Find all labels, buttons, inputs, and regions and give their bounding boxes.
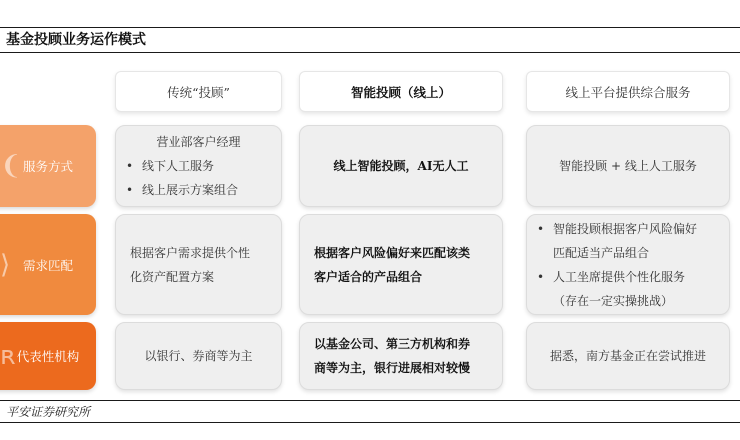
cell-robo-service [299, 125, 503, 207]
column-header-traditional: 传统“投顾” [115, 71, 282, 112]
cell-robo-matching [299, 214, 503, 315]
column-header-online-platform: 线上平台提供综合服务 [526, 71, 730, 112]
row-label-service-mode [0, 125, 96, 207]
list-item: • 线上展示方案组合 [126, 178, 271, 202]
bullet-list [537, 217, 719, 313]
hand-icon: ❨ [0, 151, 22, 181]
top-rule [0, 27, 740, 28]
cell-platform-service [526, 125, 730, 207]
title-underline [0, 52, 740, 53]
cell-platform-matching [526, 214, 730, 315]
row-label-demand-matching [0, 214, 96, 315]
cell-line: 客户适合的产品组合 [314, 269, 423, 284]
list-item-line: • 智能投顾根据客户风险偏好 [553, 221, 698, 236]
cell-text: 线上智能投顾，AI无人工 [333, 159, 469, 173]
bullet-list [126, 154, 271, 202]
cell-heading: 营业部客户经理 [156, 135, 241, 149]
cell-text: 智能投顾 + 线上人工服务 [559, 159, 697, 173]
list-item [537, 217, 719, 265]
source-note: 平安证券研究所 [6, 405, 91, 419]
row-label-text: 需求匹配 [22, 257, 73, 273]
list-item-line: • 人工坐席提供个性化服务 [553, 269, 686, 284]
list-item-line: （存在一定实操挑战） [553, 293, 674, 308]
cell-robo-institutions [299, 322, 503, 390]
cell-traditional-institutions [115, 322, 282, 390]
list-item-line: 匹配适当产品组合 [553, 245, 650, 260]
list-item: • 线下人工服务 [126, 154, 271, 178]
cell-line: 根据客户需求提供个性 [130, 245, 251, 260]
column-header-robo-advisor: 智能投顾（线上） [299, 71, 503, 112]
source-underline [0, 422, 740, 423]
cell-line: 化资产配置方案 [130, 269, 215, 284]
row-label-text: 服务方式 [22, 159, 73, 174]
row-label-representative-institutions [0, 322, 96, 390]
cell-text: 据悉，南方基金正在尝试推进 [549, 349, 706, 363]
figure-title: 基金投顾业务运作模式 [6, 32, 146, 48]
cell-line: 根据客户风险偏好来匹配该类 [314, 245, 471, 260]
cell-line: 以基金公司、第三方机构和券 [314, 337, 471, 351]
cell-text: 以银行、券商等为主 [144, 349, 253, 363]
cell-traditional-service [115, 125, 282, 207]
cell-traditional-matching [115, 214, 282, 315]
cell-line: 商等为主，银行进展相对较慢 [314, 361, 471, 375]
shield-icon: ⟩ [0, 249, 11, 280]
list-item [537, 265, 719, 313]
row-label-text: 代表性机构 [16, 349, 80, 364]
bottom-rule [0, 400, 740, 401]
cell-platform-institutions [526, 322, 730, 390]
building-icon: ʀ [0, 341, 16, 371]
